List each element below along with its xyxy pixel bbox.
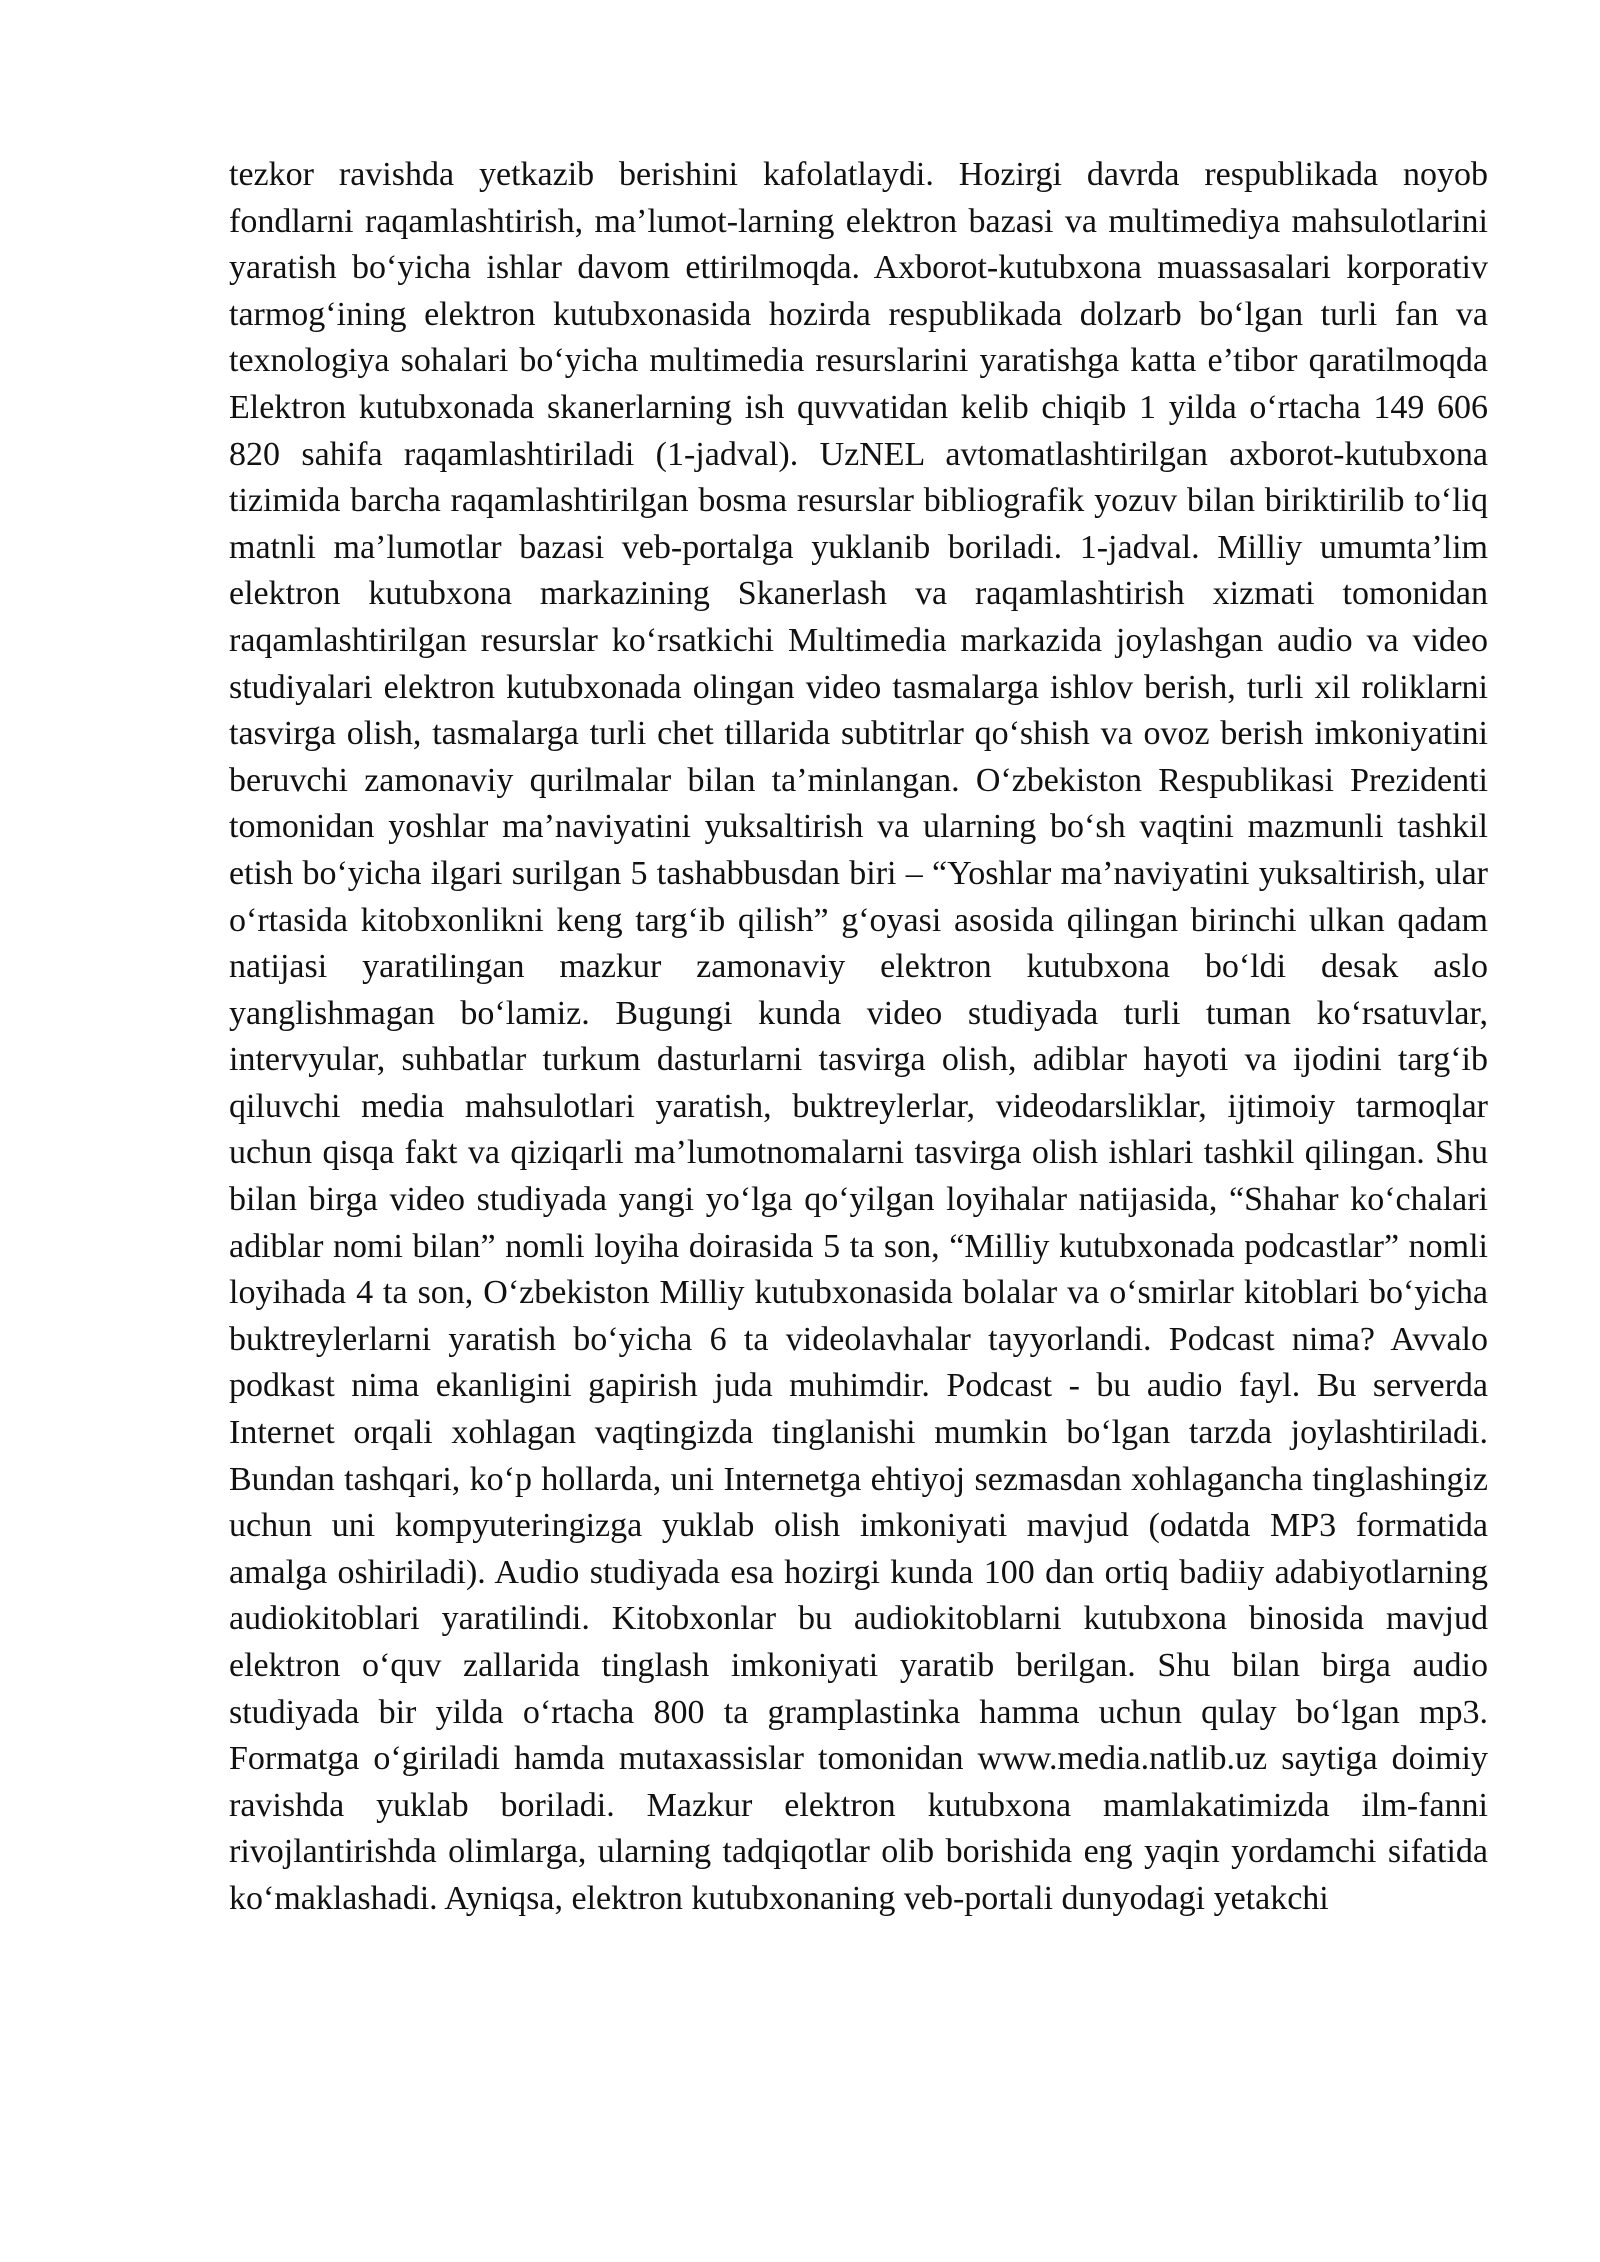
body-paragraph: tezkor ravishda yetkazib berishini kafolatlaydi. Hozirgi davrda respublikada noyob fondlarni raqamlashtirish, ma’lumot-larning elektron bazasi va multimediya mahsulotlarini yaratish bo‘yicha ishlar davom ettirilmoqda. Axborot-kutubxona muassasalari korporativ tarmog‘ining elektron kutubxonasida hozirda respublikada dolzarb bo‘lgan turli fan va texnologiya sohalari bo‘yicha multimedia resurslarini yaratishga katta e’tibor qaratilmoqda Elektron kutubxonada skanerlarning ish quvvatidan kelib chiqib 1 yilda o‘rtacha 149 606 820 sahifa raqamlashtiriladi (1-jadval). UzNEL avtomatlashtirilgan axborot-kutubxona tizimida barcha raqamlashtirilgan bosma resurslar bibliografik yozuv bilan biriktirilib to‘liq matnli ma’lumotlar bazasi veb-portalga yuklanib boriladi. 1-jadval. Milliy umumta’lim elektron kutubxona markazining Skanerlash va raqamlashtirish xizmati tomonidan raqamlashtirilgan resurslar ko‘rsatkichi Multimedia markazida joylashgan audio va video studiyalari elektron kutubxonada olingan video tasmalarga ishlov berish, turli xil roliklarni tasvirga olish, tasmalarga turli chet tillarida subtitrlar qo‘shish va ovoz berish imkoniyatini beruvchi zamonaviy qurilmalar bilan ta’minlangan. O‘zbekiston Respublikasi Prezidenti tomonidan yoshlar ma’naviyatini yuksaltirish va ularning bo‘sh vaqtini mazmunli tashkil etish bo‘yicha ilgari surilgan 5 tashabbusdan biri – “Yoshlar ma’naviyatini yuksaltirish, ular o‘rtasida kitobxonlikni keng targ‘ib qilish” g‘oyasi asosida qilingan birinchi ulkan qadam natijasi yaratilingan mazkur zamonaviy elektron kutubxona bo‘ldi desak aslo yanglishmagan bo‘lamiz. Bugungi kunda video studiyada turli tuman ko‘rsatuvlar, intervyular, suhbatlar turkum dasturlarni tasvirga olish, adiblar hayoti va ijodini targ‘ib qiluvchi media mahsulotlari yaratish, buktreylerlar, videodarsliklar, ijtimoiy tarmoqlar uchun qisqa fakt va qiziqarli ma’lumotnomalarni tasvirga olish ishlari tashkil qilingan. Shu bilan birga video studiyada yangi yo‘lga qo‘yilgan loyihalar natijasida, “Shahar ko‘chalari adiblar nomi bilan” nomli loyiha doirasida 5 ta son, “Milliy kutubxonada podcastlar” nomli loyihada 4 ta son, O‘zbekiston Milliy kutubxonasida bolalar va o‘smirlar kitoblari bo‘yicha buktreylerlarni yaratish bo‘yicha 6 ta videolavhalar tayyorlandi. Podcast nima? Avvalo podkast nima ekanligini gapirish juda muhimdir. Podcast - bu audio fayl. Bu serverda Internet orqali xohlagan vaqtingizda tinglanishi mumkin bo‘lgan tarzda joylashtiriladi. Bundan tashqari, ko‘p hollarda, uni Internetga ehtiyoj sezmasdan xohlagancha tinglashingiz uchun uni kompyuteringizga yuklab olish imkoniyati mavjud (odatda MP3 formatida amalga oshiriladi). Audio studiyada esa hozirgi kunda 100 dan ortiq badiiy adabiyotlarning audiokitoblari yaratilindi. Kitobxonlar bu audiokitoblarni kutubxona binosida mavjud elektron o‘quv zallarida tinglash imkoniyati yaratib berilgan. Shu bilan birga audio studiyada bir yilda o‘rtacha 800 ta gramplastinka hamma uchun qulay bo‘lgan mp3. Formatga o‘giriladi hamda mutaxassislar tomonidan www.media.natlib.uz saytiga doimiy ravishda yuklab boriladi. Mazkur elektron kutubxona mamlakatimizda ilm-fanni rivojlantirishda olimlarga, ularning tadqiqotlar olib borishida eng yaqin yordamchi sifatida ko‘maklashadi. Ayniqsa, elektron kutubxonaning veb-portali dunyodagi yetakchi (229, 156, 1488, 1917)
